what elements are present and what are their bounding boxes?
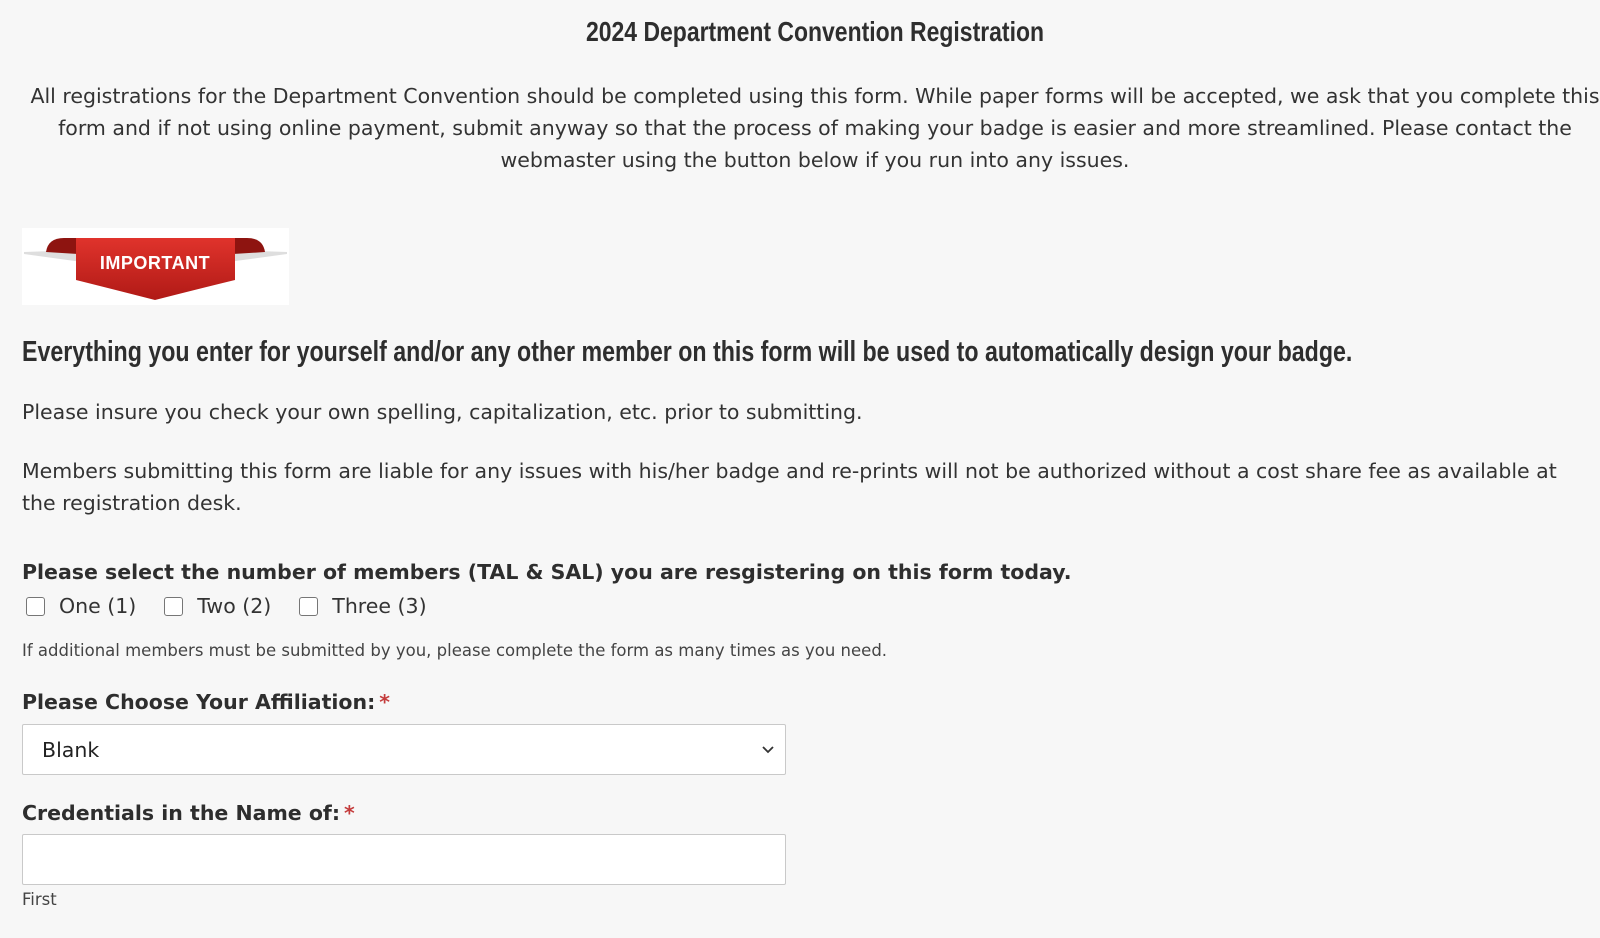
important-banner [22,228,289,305]
checkbox-one[interactable] [26,597,45,616]
affiliation-label [22,690,390,714]
affiliation-selected-value: Blank [42,737,100,762]
members-count-label: Please select the number of members (TAL & SAL) you are resgistering on this form today. [22,560,1072,584]
members-option-one[interactable] [26,594,136,618]
credentials-first-name-input[interactable] [22,834,786,885]
members-option-two[interactable] [164,594,271,618]
members-hint: If additional members must be submitted by you, please complete the form as many times as you need. [22,641,888,660]
badge-notice-heading: Everything you enter for yourself and/or any other member on this form will be used to automatically design your badge. [22,336,1353,368]
members-option-three[interactable] [299,594,426,618]
checkbox-two[interactable] [164,597,183,616]
credentials-label [22,801,355,825]
checkbox-three[interactable] [299,597,318,616]
spelling-notice: Please insure you check your own spelling, capitalization, etc. prior to submitting. [22,400,863,424]
affiliation-select[interactable] [22,724,786,775]
required-marker: * [379,690,391,714]
chevron-down-icon [761,742,775,758]
required-marker: * [344,801,355,825]
option-label-one: One (1) [59,594,137,618]
page-title: 2024 Department Convention Registration [585,16,1045,47]
members-checkbox-group [26,594,455,618]
intro-text: All registrations for the Department Convention should be completed using this form. While paper forms will be accepted, we ask that you complete this form and if not using online payment, submit anyway so that the process of making your badge is easier and more streamlined. Please contact the webmaster using the button below if you run into any issues. [30,84,1600,172]
credentials-label-text: Credentials in the Name of: [22,801,341,825]
first-name-sublabel: First [22,890,57,909]
important-text: IMPORTANT [99,253,211,273]
important-ribbon-icon [22,228,289,305]
option-label-two: Two (2) [197,594,272,618]
affiliation-label-text: Please Choose Your Affiliation: [22,690,376,714]
liability-notice: Members submitting this form are liable for any issues with his/her badge and re-prints will not be authorized without a cost share fee as available at the registration desk. [22,459,1557,515]
option-label-three: Three (3) [332,594,427,618]
